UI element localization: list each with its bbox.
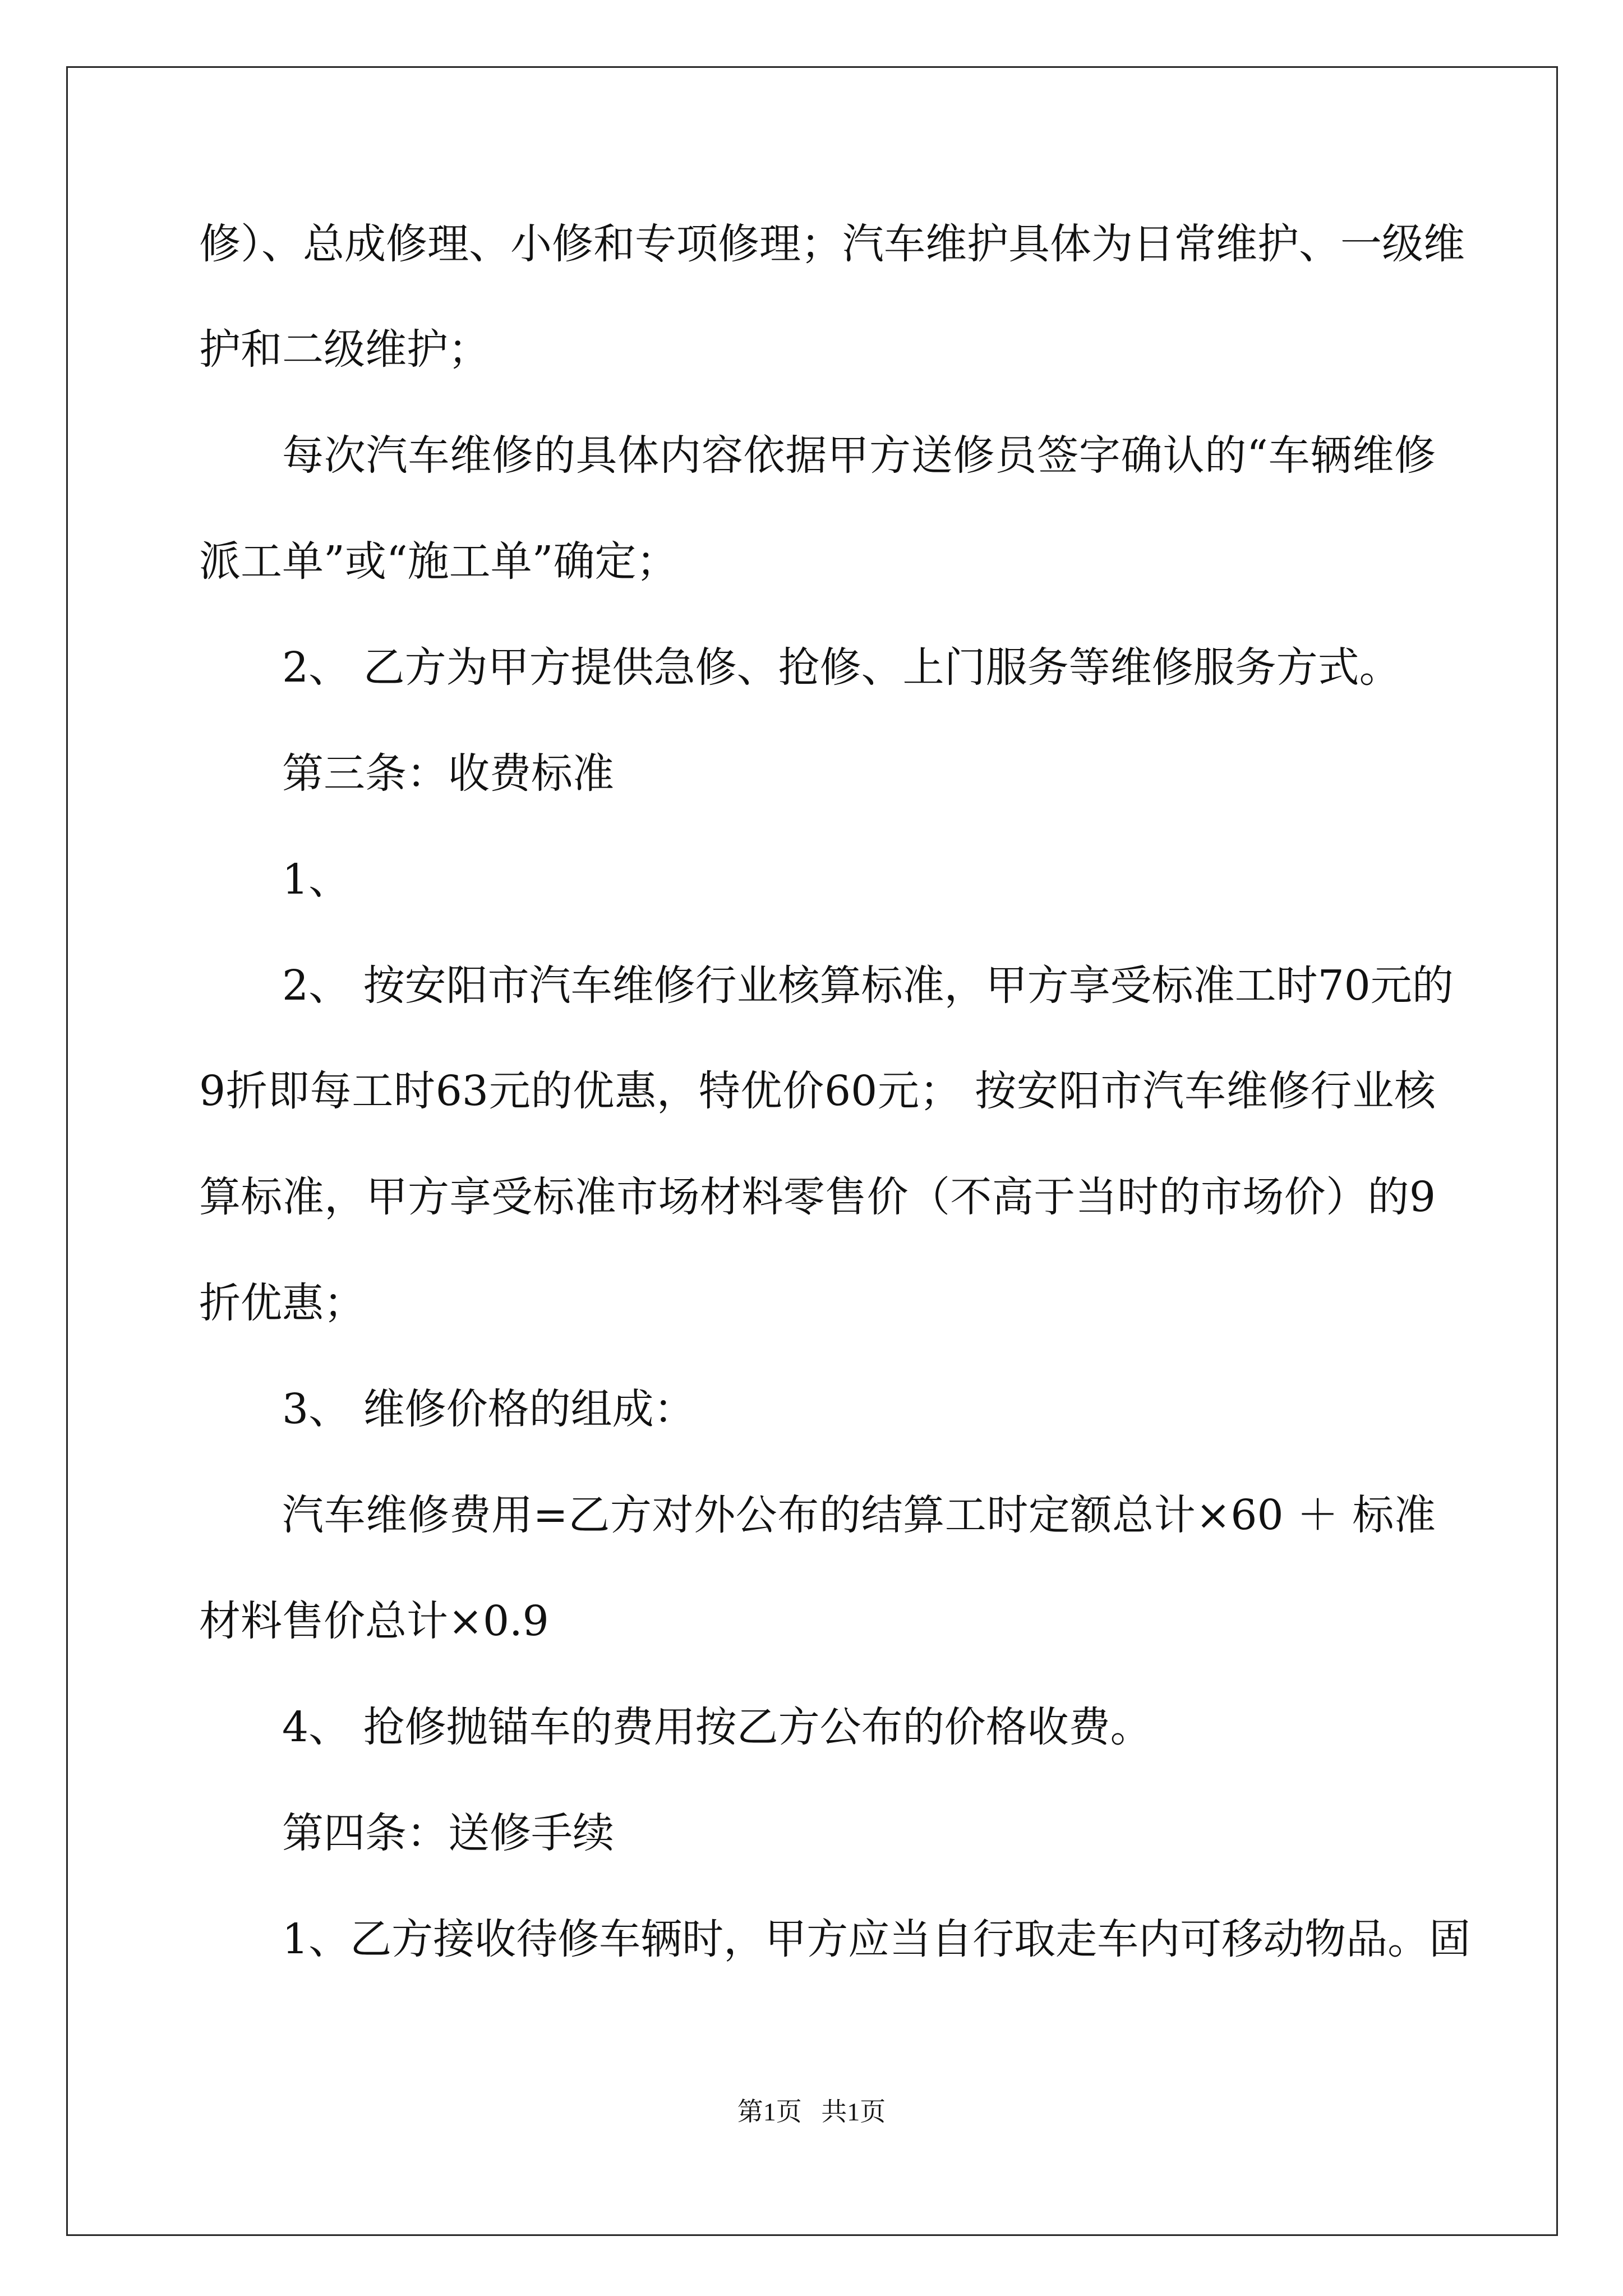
text-line: 算标准，甲方享受标准市场材料零售价（不高于当时的市场价）的9 [199, 1173, 1436, 1221]
section-heading: 第三条：收费标准 [282, 749, 614, 798]
text-line: 1、乙方接收待修车辆时，甲方应当自行取走车内可移动物品。固 [282, 1915, 1471, 1963]
text-line: 1、 [282, 855, 351, 904]
text-line: 3、 维修价格的组成： [282, 1385, 695, 1433]
text-line: 修）、总成修理、小修和专项修理；汽车维护具体为日常维护、一级维 [199, 220, 1465, 268]
text-line: 2、 乙方为甲方提供急修、抢修、上门服务等维修服务方式。 [282, 643, 1401, 692]
page-footer: 第1页 共1页 [737, 2097, 886, 2126]
text-line: 每次汽车维修的具体内容依据甲方送修员签字确认的“车辆维修 [282, 431, 1436, 480]
section-heading: 第四条：送修手续 [282, 1809, 614, 1857]
text-line: 护和二级维护； [199, 325, 490, 374]
text-line: 9折即每工时63元的优惠，特优价60元； 按安阳市汽车维修行业核 [199, 1067, 1436, 1115]
text-line: 材料售价总计×0.9 [199, 1597, 549, 1645]
text-line: 2、 按安阳市汽车维修行业核算标准，甲方享受标准工时70元的 [282, 961, 1454, 1010]
text-line: 4、 抢修抛锚车的费用按乙方公布的价格收费。 [282, 1703, 1152, 1751]
text-line: 汽车维修费用=乙方对外公布的结算工时定额总计×60 ＋ 标准 [282, 1491, 1436, 1539]
page-border [66, 66, 1558, 2236]
text-line: 派工单”或“施工单”确定； [199, 537, 678, 586]
text-line: 折优惠； [199, 1279, 365, 1327]
